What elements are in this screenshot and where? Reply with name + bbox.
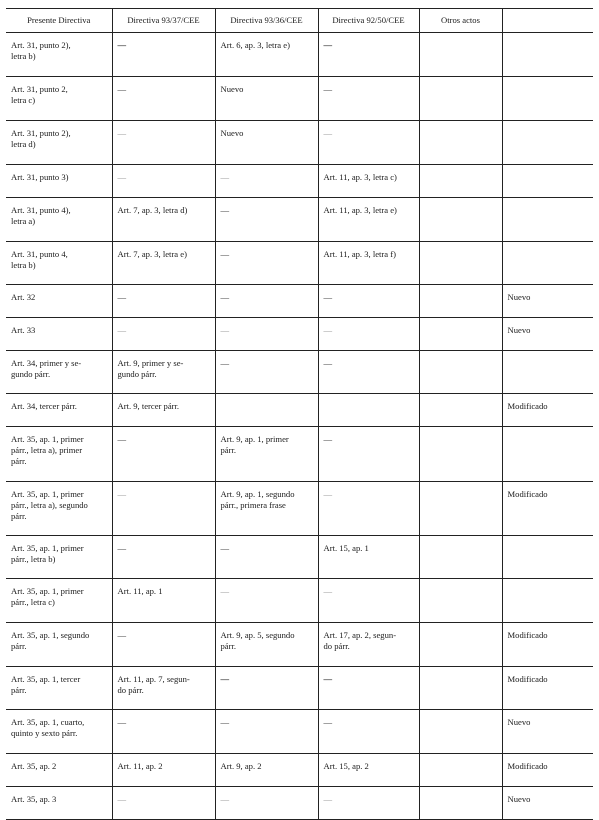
cell-line: Art. 34, tercer párr. [11, 401, 77, 411]
cell-line: párr., letra c) [11, 597, 55, 608]
cell-line: Art. 31, punto 4), [11, 205, 71, 215]
dash-mark: — [323, 292, 333, 302]
cell-directiva-92-50 [318, 427, 419, 482]
dash-mark: — [220, 674, 230, 684]
dash-mark: — [323, 586, 333, 596]
cell-line: do párr. [323, 641, 350, 652]
cell-line: gundo párr. [117, 369, 157, 380]
cell-line: párr., letra b) [11, 554, 56, 565]
cell-otros-actos [419, 536, 502, 579]
cell-observaciones [502, 427, 593, 482]
cell-observaciones [502, 623, 593, 667]
cell-observaciones [502, 754, 593, 787]
cell-directiva-93-37 [112, 427, 215, 482]
cell-directiva-93-37 [112, 754, 215, 787]
header-directiva-93-37: Directiva 93/37/CEE [112, 9, 215, 33]
cell-directiva-92-50 [318, 77, 419, 121]
cell-presente-directiva [6, 579, 112, 623]
cell-directiva-92-50 [318, 710, 419, 754]
cell-directiva-93-36 [215, 77, 318, 121]
table-row [6, 579, 593, 623]
cell-observaciones [502, 165, 593, 198]
dash-mark: — [220, 794, 230, 804]
dash-mark: — [323, 434, 333, 444]
dash-mark: — [323, 40, 333, 50]
cell-line: Art. 31, punto 4, [11, 249, 68, 259]
dash-mark: — [220, 172, 230, 182]
cell-directiva-93-36 [215, 242, 318, 285]
cell-otros-actos [419, 351, 502, 394]
cell-line: Art. 11, ap. 7, segun- [117, 674, 190, 684]
dash-mark: — [220, 205, 230, 215]
cell-presente-directiva [6, 242, 112, 285]
cell-text: Art. 7, ap. 3, letra d) [117, 205, 188, 215]
cell-otros-actos [419, 394, 502, 427]
cell-directiva-93-37 [112, 33, 215, 77]
cell-presente-directiva [6, 33, 112, 77]
cell-directiva-92-50 [318, 242, 419, 285]
cell-directiva-92-50 [318, 285, 419, 318]
cell-line: do párr. [117, 685, 144, 696]
cell-presente-directiva [6, 77, 112, 121]
cell-line: Art. 35, ap. 1, primer [11, 434, 84, 444]
cell-presente-directiva [6, 623, 112, 667]
cell-otros-actos [419, 482, 502, 536]
table-row [6, 242, 593, 285]
cell-observaciones [502, 285, 593, 318]
cell-line: párr. [11, 456, 27, 467]
cell-text: Art. 15, ap. 2 [323, 761, 369, 771]
cell-directiva-93-36 [215, 623, 318, 667]
cell-presente-directiva [6, 285, 112, 318]
cell-presente-directiva [6, 318, 112, 351]
cell-line: Art. 33 [11, 325, 36, 335]
table-row [6, 318, 593, 351]
cell-line: letra b) [11, 260, 36, 271]
dash-mark: — [323, 84, 333, 94]
cell-line: Art. 31, punto 3) [11, 172, 69, 182]
cell-presente-directiva [6, 427, 112, 482]
cell-line: Art. 35, ap. 1, cuarto, [11, 717, 85, 727]
cell-directiva-93-36 [215, 33, 318, 77]
cell-directiva-93-37 [112, 536, 215, 579]
cell-text: Art. 11, ap. 1 [117, 586, 163, 596]
dash-mark: — [220, 717, 230, 727]
dash-mark: — [117, 40, 127, 50]
cell-directiva-93-37 [112, 482, 215, 536]
cell-line: Art. 35, ap. 1, tercer [11, 674, 81, 684]
cell-line: Art. 35, ap. 2 [11, 761, 57, 771]
cell-otros-actos [419, 242, 502, 285]
table-row [6, 667, 593, 710]
cell-line: letra c) [11, 95, 36, 106]
cell-directiva-93-36 [215, 351, 318, 394]
cell-presente-directiva [6, 351, 112, 394]
cell-directiva-93-36 [215, 165, 318, 198]
cell-observaciones [502, 77, 593, 121]
cell-line: quinto y sexto párr. [11, 728, 78, 739]
cell-observaciones [502, 318, 593, 351]
table-row [6, 787, 593, 820]
cell-observaciones [502, 351, 593, 394]
cell-line: párr., letra a), segundo [11, 500, 88, 511]
cell-directiva-93-37 [112, 121, 215, 165]
cell-line: párr. [220, 445, 237, 456]
cell-directiva-92-50 [318, 482, 419, 536]
cell-line: Art. 35, ap. 1, primer [11, 489, 84, 499]
cell-presente-directiva [6, 536, 112, 579]
cell-otros-actos [419, 165, 502, 198]
dash-mark: — [220, 543, 230, 553]
dash-mark: — [220, 292, 230, 302]
cell-directiva-93-36 [215, 121, 318, 165]
cell-text: Modificado [507, 630, 548, 640]
header-otros-actos: Otros actos [419, 9, 502, 33]
cell-otros-actos [419, 787, 502, 820]
cell-text: Nuevo [507, 292, 531, 302]
cell-text: Nuevo [507, 325, 531, 335]
cell-directiva-93-36 [215, 787, 318, 820]
header-observaciones [502, 9, 593, 33]
dash-mark: — [117, 717, 127, 727]
dash-mark: — [117, 489, 127, 499]
dash-mark: — [323, 489, 333, 499]
cell-observaciones [502, 536, 593, 579]
cell-directiva-92-50 [318, 318, 419, 351]
dash-mark: — [117, 84, 127, 94]
cell-otros-actos [419, 667, 502, 710]
dash-mark: — [117, 172, 127, 182]
cell-text: Art. 6, ap. 3, letra e) [220, 40, 290, 50]
cell-text: Art. 11, ap. 3, letra c) [323, 172, 397, 182]
table-row [6, 33, 593, 77]
dash-mark: — [323, 325, 333, 335]
cell-directiva-93-37 [112, 351, 215, 394]
table-row [6, 394, 593, 427]
correspondence-table [6, 8, 593, 820]
cell-line: Art. 35, ap. 1, segundo [11, 630, 90, 640]
dash-mark: — [117, 794, 127, 804]
cell-directiva-93-36 [215, 318, 318, 351]
cell-otros-actos [419, 579, 502, 623]
cell-directiva-93-37 [112, 623, 215, 667]
table-row [6, 351, 593, 394]
cell-presente-directiva [6, 121, 112, 165]
cell-observaciones [502, 242, 593, 285]
cell-otros-actos [419, 427, 502, 482]
dash-mark: — [220, 586, 230, 596]
cell-text: Modificado [507, 489, 548, 499]
dash-mark: — [323, 358, 333, 368]
dash-mark: — [323, 717, 333, 727]
dash-mark: — [220, 249, 230, 259]
header-presente-directiva: Presente Directiva [6, 9, 112, 33]
cell-line: párr. [11, 685, 27, 696]
cell-directiva-92-50 [318, 536, 419, 579]
dash-mark: — [117, 128, 127, 138]
cell-observaciones [502, 787, 593, 820]
cell-directiva-93-37 [112, 710, 215, 754]
cell-observaciones [502, 667, 593, 710]
cell-directiva-93-36 [215, 427, 318, 482]
cell-observaciones [502, 579, 593, 623]
dash-mark: — [117, 325, 127, 335]
cell-text: Art. 15, ap. 1 [323, 543, 369, 553]
cell-text: Modificado [507, 401, 548, 411]
dash-mark: — [117, 292, 127, 302]
cell-text: Art. 11, ap. 2 [117, 761, 163, 771]
cell-line: letra a) [11, 216, 36, 227]
header-directiva-92-50: Directiva 92/50/CEE [318, 9, 419, 33]
cell-directiva-93-37 [112, 198, 215, 242]
cell-directiva-93-37 [112, 242, 215, 285]
cell-otros-actos [419, 710, 502, 754]
cell-text: Nuevo [507, 717, 531, 727]
cell-directiva-92-50 [318, 394, 419, 427]
cell-otros-actos [419, 121, 502, 165]
cell-presente-directiva [6, 165, 112, 198]
cell-directiva-93-36 [215, 482, 318, 536]
cell-text: Art. 7, ap. 3, letra e) [117, 249, 187, 259]
cell-directiva-92-50 [318, 198, 419, 242]
cell-directiva-92-50 [318, 754, 419, 787]
cell-line: Art. 9, ap. 1, primer [220, 434, 289, 444]
cell-line: párr. [11, 641, 27, 652]
table-row [6, 77, 593, 121]
cell-text: Art. 11, ap. 3, letra f) [323, 249, 396, 259]
cell-line: Art. 31, punto 2), [11, 128, 71, 138]
table-row [6, 285, 593, 318]
cell-directiva-93-36 [215, 198, 318, 242]
cell-line: gundo párr. [11, 369, 51, 380]
cell-text: Art. 11, ap. 3, letra e) [323, 205, 397, 215]
cell-directiva-92-50 [318, 165, 419, 198]
cell-text: Modificado [507, 761, 548, 771]
cell-text: Nuevo [507, 794, 531, 804]
cell-directiva-92-50 [318, 667, 419, 710]
cell-directiva-93-37 [112, 787, 215, 820]
header-row [6, 9, 593, 33]
cell-directiva-93-37 [112, 165, 215, 198]
cell-directiva-92-50 [318, 787, 419, 820]
cell-line: párr., letra a), primer [11, 445, 83, 456]
table-row [6, 536, 593, 579]
cell-otros-actos [419, 198, 502, 242]
cell-text: Art. 9, ap. 2 [220, 761, 262, 771]
cell-line: párr. [11, 511, 27, 522]
cell-directiva-93-37 [112, 318, 215, 351]
cell-presente-directiva [6, 787, 112, 820]
cell-line: letra b) [11, 51, 36, 62]
cell-otros-actos [419, 77, 502, 121]
dash-mark: — [117, 630, 127, 640]
cell-line: Art. 35, ap. 3 [11, 794, 57, 804]
cell-line: párr., primera frase [220, 500, 286, 511]
cell-presente-directiva [6, 394, 112, 427]
cell-directiva-93-37 [112, 579, 215, 623]
cell-line: Art. 17, ap. 2, segun- [323, 630, 397, 640]
cell-line: letra d) [11, 139, 36, 150]
cell-otros-actos [419, 285, 502, 318]
cell-presente-directiva [6, 754, 112, 787]
table-row [6, 710, 593, 754]
cell-presente-directiva [6, 667, 112, 710]
cell-presente-directiva [6, 482, 112, 536]
cell-observaciones [502, 394, 593, 427]
cell-line: Art. 32 [11, 292, 36, 302]
cell-directiva-92-50 [318, 623, 419, 667]
dash-mark: — [323, 128, 333, 138]
cell-directiva-92-50 [318, 33, 419, 77]
cell-line: Art. 31, punto 2, [11, 84, 68, 94]
cell-line: párr. [220, 641, 237, 652]
table-row [6, 165, 593, 198]
cell-line: Art. 34, primer y se- [11, 358, 82, 368]
cell-text: Art. 9, tercer párr. [117, 401, 180, 411]
cell-directiva-93-36 [215, 754, 318, 787]
dash-mark: — [117, 543, 127, 553]
table-row [6, 623, 593, 667]
dash-mark: — [117, 434, 127, 444]
dash-mark: — [220, 325, 230, 335]
dash-mark: — [220, 358, 230, 368]
cell-text: Nuevo [220, 84, 244, 94]
cell-line: Art. 31, punto 2), [11, 40, 71, 50]
table-row [6, 427, 593, 482]
cell-otros-actos [419, 623, 502, 667]
cell-observaciones [502, 198, 593, 242]
cell-observaciones [502, 710, 593, 754]
cell-directiva-93-37 [112, 667, 215, 710]
cell-line: Art. 35, ap. 1, primer [11, 586, 84, 596]
cell-otros-actos [419, 754, 502, 787]
header-directiva-93-36: Directiva 93/36/CEE [215, 9, 318, 33]
cell-line: Art. 9, ap. 5, segundo [220, 630, 295, 640]
cell-line: Art. 9, primer y se- [117, 358, 184, 368]
table-row [6, 754, 593, 787]
table-row [6, 482, 593, 536]
cell-directiva-93-36 [215, 710, 318, 754]
cell-directiva-93-36 [215, 285, 318, 318]
cell-observaciones [502, 33, 593, 77]
cell-line: Art. 9, ap. 1, segundo [220, 489, 295, 499]
table-row [6, 198, 593, 242]
cell-directiva-92-50 [318, 579, 419, 623]
cell-otros-actos [419, 33, 502, 77]
cell-presente-directiva [6, 710, 112, 754]
dash-mark: — [323, 674, 333, 684]
cell-directiva-93-36 [215, 394, 318, 427]
cell-directiva-93-36 [215, 579, 318, 623]
cell-directiva-93-36 [215, 536, 318, 579]
cell-directiva-93-37 [112, 394, 215, 427]
cell-otros-actos [419, 318, 502, 351]
dash-mark: — [323, 794, 333, 804]
cell-directiva-93-37 [112, 285, 215, 318]
cell-directiva-93-36 [215, 667, 318, 710]
cell-directiva-92-50 [318, 351, 419, 394]
cell-observaciones [502, 121, 593, 165]
cell-text: Modificado [507, 674, 548, 684]
cell-line: Art. 35, ap. 1, primer [11, 543, 84, 553]
cell-observaciones [502, 482, 593, 536]
cell-presente-directiva [6, 198, 112, 242]
table-row [6, 121, 593, 165]
cell-directiva-92-50 [318, 121, 419, 165]
cell-text: Nuevo [220, 128, 244, 138]
cell-directiva-93-37 [112, 77, 215, 121]
